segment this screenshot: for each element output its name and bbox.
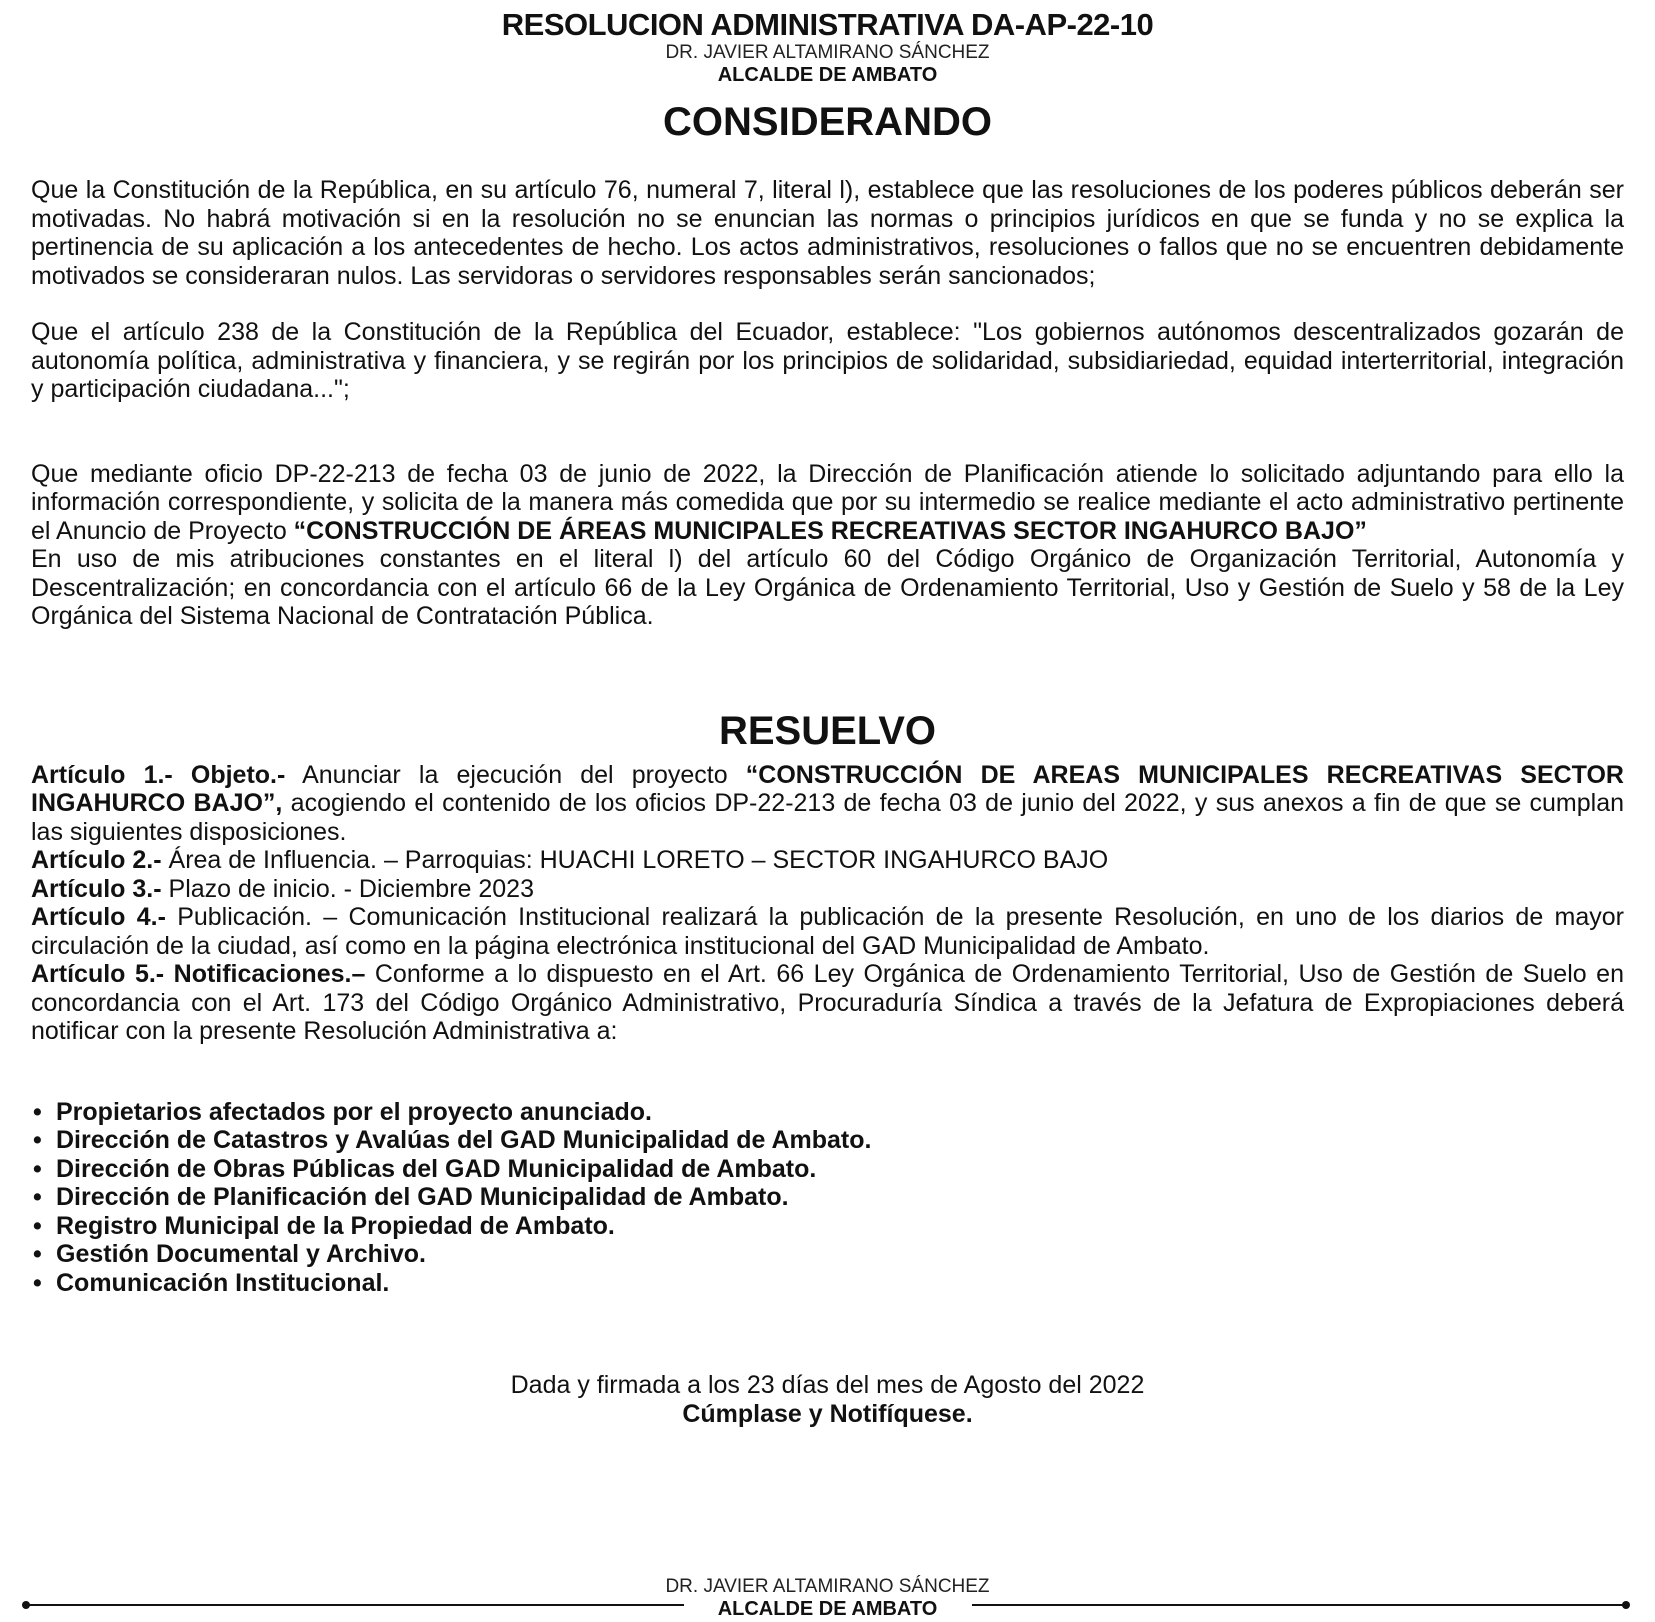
- article-1-text-2: acogiendo el contenido de los oficios DP-22-213 de fecha 03 de junio del 2022, y sus anexos a fin de que se cumplan las siguientes disposiciones.: [31, 789, 1625, 846]
- article-5: [31, 960, 1624, 1046]
- footer-right-dot: [1622, 1601, 1630, 1609]
- article-5-text: Conforme a lo dispuesto en el Art. 66 Ley Orgánica de Ordenamiento Territorial, Uso de Gestión de Suelo en concordancia con el Art. 173 del Código Orgánico Administrativo, Procuraduría Síndica a través de la Jefatura de Expropiaciones deberá notificar con la presente Resolución Administrativa a:: [31, 960, 1624, 1045]
- document-header: [31, 8, 1624, 86]
- footer-signature: [31, 1576, 1624, 1620]
- resolution-title: RESOLUCION ADMINISTRATIVA DA-AP-22-10: [501, 7, 1154, 42]
- article-1-text-1: Anunciar la ejecución del proyecto: [285, 760, 746, 789]
- article-4-label: Artículo 4.-: [31, 903, 166, 931]
- article-1: [31, 761, 1624, 847]
- article-3: [31, 875, 1624, 904]
- resolution-document: [31, 0, 1624, 1622]
- list-item: • Comunicación Institucional.: [31, 1269, 1624, 1298]
- article-3-text: Plazo de inicio. - Diciembre 2023: [161, 874, 534, 903]
- considerando-paragraph-4: En uso de mis atribuciones constantes en el literal l) del artículo 60 del Código Orgánico de Organización Territorial, Autonomía y Descentralización; en concordancia con el artículo 66 de la Ley Orgánica de Ordenamiento Territorial, Uso y Gestión de Suelo y 58 de la Ley Orgánica del Sistema Nacional de Contratación Pública.: [31, 545, 1624, 630]
- list-item: • Registro Municipal de la Propiedad de Ambato.: [31, 1212, 1624, 1241]
- considerando-paragraph-2: Que el artículo 238 de la Constitución de la República del Ecuador, establece: "Los gobiernos autónomos descentralizados gozarán de autonomía política, administrativa y financiera, y se regirán por los principios de solidaridad, subsidiariedad, equidad interterritorial, integración y participación ciudadana...";: [31, 318, 1624, 403]
- project-name-bold: “CONSTRUCCIÓN DE ÁREAS MUNICIPALES RECREATIVAS SECTOR INGAHURCO BAJO”: [293, 516, 1367, 545]
- article-1-label: Artículo 1.- Objeto.-: [31, 760, 286, 789]
- article-1-project-name: “CONSTRUCCIÓN DE AREAS MUNICIPALES RECREATIVAS SECTOR INGAHURCO BAJO”,: [31, 760, 1624, 817]
- resuelvo-heading: RESUELVO: [718, 708, 937, 753]
- signatory-office: ALCALDE DE AMBATO: [717, 64, 938, 86]
- list-item: • Propietarios afectados por el proyecto anunciado.: [31, 1098, 1624, 1127]
- paragraph-3-text: Que mediante oficio DP-22-213 de fecha 03 de junio de 2022, la Dirección de Planificación atiende lo solicitado adjuntando para ello la información correspondiente, y solicita de la manera más comedida que por su intermedio se realice mediante el acto administrativo pertinente el Anuncio de Proyecto: [31, 459, 1624, 545]
- article-4: [31, 903, 1624, 960]
- closing-block: [31, 1371, 1624, 1428]
- article-2-label: Artículo 2.-: [31, 846, 162, 874]
- closing-command: Cúmplase y Notifíquese.: [682, 1399, 973, 1428]
- footer-signatory-office: ALCALDE DE AMBATO: [717, 1598, 938, 1620]
- signing-date: Dada y firmada a los 23 días del mes de Agosto del 2022: [510, 1371, 1145, 1399]
- article-2: [31, 846, 1624, 875]
- footer-right-rule: [972, 1604, 1624, 1606]
- considerando-paragraph-3: [31, 460, 1624, 546]
- article-3-label: Artículo 3.-: [31, 874, 162, 903]
- list-item: • Dirección de Catastros y Avalúas del GAD Municipalidad de Ambato.: [31, 1126, 1624, 1155]
- considerando-paragraph-1: Que la Constitución de la República, en su artículo 76, numeral 7, literal l), establece que las resoluciones de los poderes públicos deberán ser motivadas. No habrá motivación si en la resolución no se enuncian las normas o principios jurídicos en que se funda y no se explica la pertinencia de su aplicación a los antecedentes de hecho. Los actos administrativos, resoluciones o fallos que no se encuentren debidamente motivados se consideraran nulos. Las servidoras o servidores responsables serán sancionados;: [31, 176, 1624, 290]
- signatory-name: DR. JAVIER ALTAMIRANO SÁNCHEZ: [665, 42, 990, 63]
- notification-list: [31, 1098, 1624, 1298]
- article-4-text: Publicación. – Comunicación Institucional realizará la publicación de la presente Resolución, en uno de los diarios de mayor circulación de la ciudad, así como en la página electrónica institucional del GAD Municipalidad de Ambato.: [31, 903, 1624, 960]
- footer-left-rule: [28, 1604, 684, 1606]
- article-2-text: Área de Influencia. – Parroquias: HUACHI LORETO – SECTOR INGAHURCO BAJO: [161, 846, 1109, 874]
- footer-signatory-name: DR. JAVIER ALTAMIRANO SÁNCHEZ: [665, 1576, 990, 1597]
- article-5-label: Artículo 5.- Notificaciones.–: [31, 960, 366, 988]
- list-item: • Dirección de Planificación del GAD Municipalidad de Ambato.: [31, 1183, 1624, 1212]
- list-item: • Gestión Documental y Archivo.: [31, 1240, 1624, 1269]
- list-item: • Dirección de Obras Públicas del GAD Municipalidad de Ambato.: [31, 1155, 1624, 1184]
- considerando-heading: CONSIDERANDO: [663, 100, 992, 144]
